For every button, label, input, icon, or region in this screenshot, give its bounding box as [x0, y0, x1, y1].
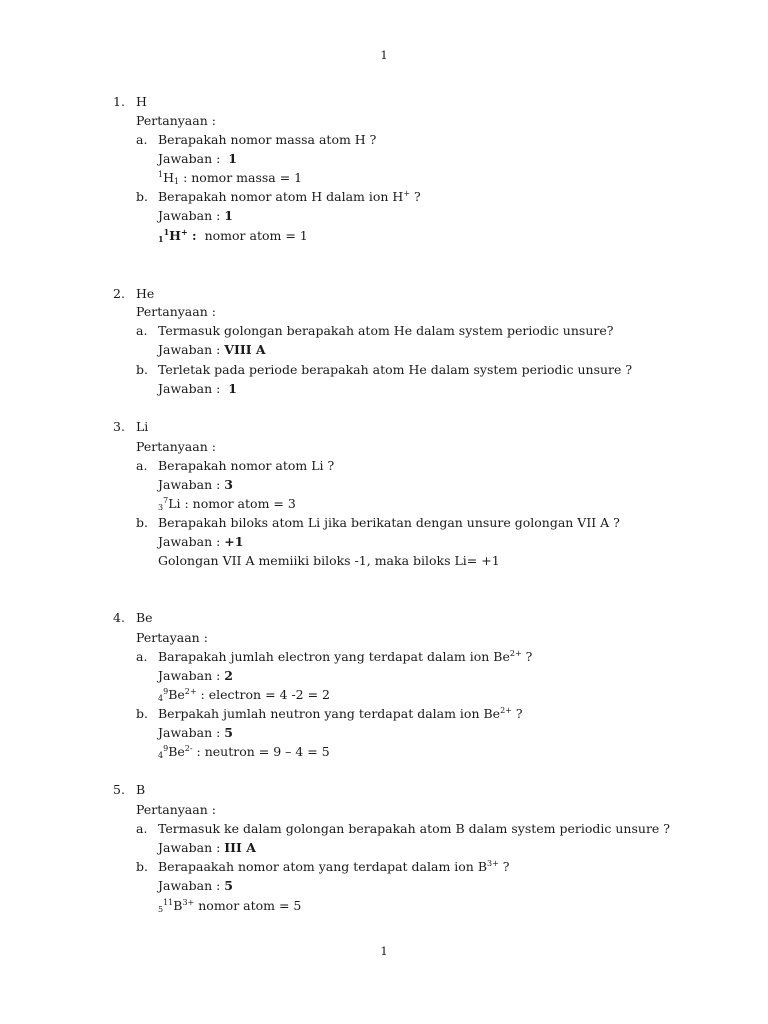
- ion-charge: 3+: [487, 859, 499, 868]
- answer-line: [158, 477, 233, 493]
- element-symbol: Be: [168, 744, 185, 759]
- element-symbol: Li: [136, 419, 149, 434]
- atomic-number: 3: [158, 503, 164, 512]
- mass-number: 7: [163, 496, 169, 505]
- question-letter: a.: [136, 821, 148, 836]
- question-letter: b.: [136, 859, 148, 874]
- answer-value: VIII A: [224, 342, 266, 357]
- element-symbol: H: [163, 170, 174, 185]
- answer-line: [158, 725, 233, 741]
- question-letter: b.: [136, 189, 148, 204]
- question-letter: a.: [136, 649, 148, 664]
- element-symbol: Be: [136, 610, 153, 625]
- atomic-number: 1: [158, 234, 164, 244]
- question-letter: b.: [136, 515, 148, 530]
- answer-line: [158, 840, 256, 856]
- ion-charge: 2+: [509, 649, 522, 658]
- explanation-notation: [158, 687, 330, 703]
- explanation-notation: [158, 744, 330, 760]
- question-text: Berapakah nomor atom H dalam ion H+ ?: [158, 189, 421, 204]
- question-text: Berapakah nomor atom Li ?: [158, 458, 335, 473]
- answer-line: [158, 534, 243, 550]
- atomic-number: 5: [158, 905, 164, 914]
- question-text: Berapaakah nomor atom yang terdapat dalam ion $B^{3+}$ ?: [158, 859, 510, 874]
- mass-number: 1: [158, 170, 164, 179]
- footer-page-number: 1: [380, 944, 388, 958]
- answer-line: [158, 381, 237, 397]
- item-number: 3.: [113, 419, 125, 434]
- ion-charge: +: [403, 189, 411, 198]
- mass-number: 9: [163, 744, 169, 753]
- answer-value: 5: [224, 878, 233, 893]
- question-letter: a.: [136, 458, 148, 473]
- answer-label: Jawaban :: [158, 208, 221, 223]
- explanation-text: Golongan VII A memiiki biloks -1, maka biloks Li= +1: [158, 553, 500, 568]
- answer-label: Jawaban :: [158, 725, 221, 740]
- element-symbol: B: [136, 782, 146, 797]
- header-page-number: 1: [380, 48, 388, 62]
- ion-charge: 2+: [184, 687, 197, 696]
- question-text: Barapakah jumlah electron yang terdapat dalam ion $Be^{2+}$ ?: [158, 649, 533, 664]
- explanation-text: nomor atom = 1: [200, 228, 308, 243]
- element-symbol: He: [136, 286, 155, 301]
- element-symbol: Be: [168, 687, 185, 702]
- element-symbol: H: [169, 228, 181, 243]
- question-prompt: Pertanyaan :: [136, 304, 216, 319]
- answer-label: Jawaban :: [158, 477, 221, 492]
- question-text: Terletak pada periode berapakah atom He dalam system periodic unsure ?: [158, 362, 633, 377]
- explanation-notation: [158, 170, 302, 186]
- answer-label: Jawaban :: [158, 534, 221, 549]
- answer-line: [158, 668, 233, 684]
- question-letter: b.: [136, 362, 148, 377]
- answer-label: Jawaban :: [158, 342, 221, 357]
- item-number: 1.: [113, 94, 125, 109]
- explanation-text: : neutron = 9 – 4 = 5: [192, 744, 330, 759]
- atomic-number: 4: [158, 751, 164, 760]
- answer-value: 5: [224, 725, 233, 740]
- question-text: Berapakah biloks atom Li jika berikatan dengan unsure golongan VII A ?: [158, 515, 620, 530]
- answer-label: Jawaban :: [158, 840, 221, 855]
- answer-value: 1: [228, 381, 237, 396]
- question-prompt: Pertayaan :: [136, 630, 208, 645]
- explanation-text: : electron = 4 -2 = 2: [196, 687, 331, 702]
- question-letter: b.: [136, 706, 148, 721]
- explanation-notation: [158, 898, 301, 914]
- answer-value: III A: [224, 840, 256, 855]
- item-number: 4.: [113, 610, 125, 625]
- explanation-text: : nomor atom = 3: [180, 496, 296, 511]
- question-text: Berapakah nomor massa atom H ?: [158, 132, 377, 147]
- element-symbol: H: [136, 94, 147, 109]
- explanation-notation: [158, 496, 296, 512]
- mass-number: 11: [163, 898, 174, 907]
- item-number: 2.: [113, 286, 125, 301]
- question-text: Termasuk ke dalam golongan berapakah atom B dalam system periodic unsure ?: [158, 821, 670, 836]
- question-text: Berpakah jumlah neutron yang terdapat dalam ion $Be^{2+}$ ?: [158, 706, 523, 721]
- answer-line: [158, 208, 233, 224]
- answer-value: 3: [224, 477, 233, 492]
- answer-value: +1: [224, 534, 244, 549]
- explanation-notation: $_1^1$H+ : nomor atom = 1: [158, 227, 308, 244]
- answer-value: 2: [224, 668, 233, 683]
- element-symbol: B: [173, 898, 183, 913]
- answer-value: 1: [224, 208, 233, 223]
- element-symbol: Li: [168, 496, 181, 511]
- answer-value: 1: [228, 151, 237, 166]
- explanation-text: nomor atom = 5: [194, 898, 302, 913]
- mass-number: 1: [163, 227, 170, 237]
- answer-line: [158, 878, 233, 894]
- atomic-number: 4: [158, 694, 164, 703]
- mass-number: 9: [163, 687, 169, 696]
- answer-label: Jawaban :: [158, 381, 221, 396]
- item-number: 5.: [113, 782, 125, 797]
- answer-label: Jawaban :: [158, 151, 221, 166]
- answer-label: Jawaban :: [158, 878, 221, 893]
- question-letter: a.: [136, 132, 148, 147]
- ion-charge: 2-: [184, 744, 193, 753]
- ion-charge: 3+: [182, 898, 195, 907]
- answer-label: Jawaban :: [158, 668, 221, 683]
- question-text: Termasuk golongan berapakah atom He dalam system periodic unsure?: [158, 323, 614, 338]
- answer-line: [158, 151, 237, 167]
- ion-charge: +: [180, 227, 188, 237]
- ion-charge: 2+: [500, 706, 512, 715]
- question-prompt: Pertanyaan :: [136, 439, 216, 454]
- answer-line: [158, 342, 266, 358]
- question-prompt: Pertanyaan :: [136, 802, 216, 817]
- explanation-text: : nomor massa = 1: [179, 170, 303, 185]
- question-letter: a.: [136, 323, 148, 338]
- question-prompt: Pertanyaan :: [136, 113, 216, 128]
- subscript: 1: [174, 177, 180, 186]
